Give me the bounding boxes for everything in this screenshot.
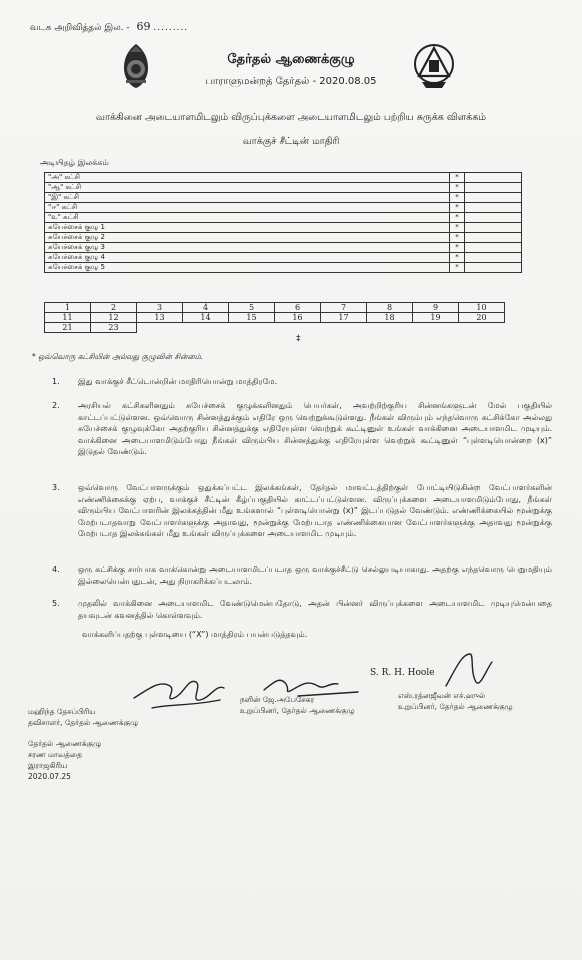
section-heading: வாக்கினை அடையாளமிடலும் விருப்புக்களை அடையாளமிடலும் பற்றிய சுருக்க விளக்கம்: [95, 112, 487, 123]
party-name: "உ" கட்சி: [45, 213, 450, 223]
vote-box: [465, 173, 522, 183]
party-name: சுயேச்சைக் குழு 4: [45, 253, 450, 263]
vote-box: [465, 253, 522, 263]
party-name: "இ" கட்சி: [45, 193, 450, 203]
table-row: [45, 313, 505, 323]
party-symbol-mark: *: [450, 253, 465, 263]
preference-number: 10: [459, 303, 505, 313]
counterfoil-label: அடியிதழ் இலக்கம்: [40, 158, 109, 167]
party-symbol-mark: *: [450, 173, 465, 183]
preference-number: 14: [183, 313, 229, 323]
instruction-item: [52, 564, 552, 587]
instruction-text: அரசியல் கட்சிகளினதும் சுயேச்சைக் குழுக்களினதும் பெயர்கள், அவற்றிற்குரிய சின்னங்களுடன் மேல் பகுதியில் காட்டப்பட்டுள்ளன. ஒவ்வொரு சின்னத்துக்கும் எதிரே ஒரு வெற்றுக்கூடுள்ளது. நீங்கள் விரும்பும் எந்தவொரு கட்சிக்கோ அல்லது சுயேச்சைக் குழுவுக்கோ அதற்குரிய சின்னத்துக்கு எதிரேயுள்ள வெற்றுக் கூட்டினுள் உங்கள் வாக்கினை அடையாளமிட முடியும். வாக்கினை அடையாளமிடும்போது நீங்கள் விரும்பிய சின்னத்துக்கு எதிரேயுள்ள வெற்றுக் கூட்டினுள் “புள்ளடியொன்றை (x)” இடுதல் வேண்டும்.: [78, 401, 552, 456]
table-row: [45, 223, 522, 233]
preference-number: 17: [321, 313, 367, 323]
signatory-name: நளின் ஜே.அபேசேகர: [240, 695, 315, 704]
instruction-item: [52, 376, 552, 388]
instruction-text: இது வாக்குச் சீட்டொன்றின் மாதிரியொன்று மாத்திரமே.: [78, 377, 278, 386]
party-symbol-mark: *: [450, 243, 465, 253]
party-name: "அ" கட்சி: [45, 173, 450, 183]
table-row: [45, 323, 505, 333]
instruction-item: [52, 482, 552, 540]
instruction-item: [52, 400, 552, 458]
table-row: [45, 253, 522, 263]
preference-number: 18: [367, 313, 413, 323]
section-subheading: வாக்குச் சீட்டின் மாதிரி: [242, 136, 340, 147]
party-symbol-mark: *: [450, 263, 465, 273]
preference-number: 9: [413, 303, 459, 313]
party-symbol-mark: *: [450, 183, 465, 193]
preference-number: 20: [459, 313, 505, 323]
vote-box: [465, 183, 522, 193]
preference-number: 2: [91, 303, 137, 313]
vote-box: [465, 243, 522, 253]
table-row: [45, 193, 522, 203]
preference-number: 6: [275, 303, 321, 313]
table-row: [45, 213, 522, 223]
table-row: [45, 173, 522, 183]
preference-number: 21: [45, 323, 91, 333]
preference-number: 7: [321, 303, 367, 313]
vote-box: [465, 263, 522, 273]
address-date: 2020.07.25: [28, 772, 71, 781]
vote-box: [465, 223, 522, 233]
preference-number-table: [44, 302, 505, 333]
preference-number: 4: [183, 303, 229, 313]
party-symbol-mark: *: [450, 233, 465, 243]
signature-member2-text: S. R. H. Hoole: [370, 668, 435, 678]
instruction-item: [52, 598, 552, 621]
signatory-title: உறுப்பினர், தேர்தல் ஆணைக்குழு: [398, 702, 513, 711]
instruction-number: 4.: [52, 565, 60, 574]
signatory-member-1: [240, 694, 355, 716]
party-symbol-mark: *: [450, 213, 465, 223]
instruction-number: 3.: [52, 483, 60, 492]
vote-box: [465, 193, 522, 203]
address-line: சரண மாவத்தை: [28, 750, 82, 759]
signatory-chairman: [28, 706, 138, 728]
party-symbol-mark: *: [450, 193, 465, 203]
notice-number: 69: [136, 20, 151, 33]
preference-number: 3: [137, 303, 183, 313]
ballot-party-table: [44, 172, 522, 273]
party-symbol-mark: *: [450, 223, 465, 233]
preference-number: 13: [137, 313, 183, 323]
notice-number-line: வடக அறிவித்தல் இல. - 69 .........: [30, 20, 189, 33]
signatory-name: எஸ்.ரத்னஜீவன் எச்.ஹுல்: [398, 691, 486, 700]
ballot-dagger-mark: ‡: [296, 334, 301, 344]
party-name: சுயேச்சைக் குழு 3: [45, 243, 450, 253]
table-row: [45, 233, 522, 243]
instruction-text: ஒவ்வொரு வேட்பாளருக்கும் ஒதுக்கப்பட்ட இலக்கங்கள், தேர்தல் மாவட்டத்திற்குள் போட்டியிடுகின்ற வேட்பாளர்களின் எண்ணிக்கைக்கு ஏற்ப, வாக்குச் சீட்டின் கீழ்ப்பகுதியில் காட்டப்பட்டுள்ளன. விருப்புக்களை அடையாளமிடும்போது, நீங்கள் விரும்பிய வேட்பாளரின் இலக்கத்தின் மீது உங்களால் “புள்ளடியொன்று (x)” இடப்படுதல் வேண்டும். எண்ணிக்கையில் மூன்றுக்கு மேற்படாதவாறு வேட்பாளர்களுக்கு அதாவது, மூன்றுக்கு மேற்படாத எண்ணிக்கையான வேட்பாளர்களுக்கு அதாவது மூன்றுக்கு மேற்படாத இலக்கங்கள் மீது உங்கள் விருப்புக்களை அடையாளமிட முடியும்.: [78, 483, 553, 538]
preference-number: 5: [229, 303, 275, 313]
closing-note: வாக்களிப்பதற்கு புள்ளடியை (“X”) மாத்திரம் பயன்படுத்தவும்.: [82, 630, 308, 639]
instruction-number: 1.: [52, 377, 60, 386]
vote-box: [465, 213, 522, 223]
preference-number: 12: [91, 313, 137, 323]
preference-number: 15: [229, 313, 275, 323]
party-symbol-mark: *: [450, 203, 465, 213]
table-row: [45, 183, 522, 193]
party-name: சுயேச்சைக் குழு 1: [45, 223, 450, 233]
party-name: சுயேச்சைக் குழு 5: [45, 263, 450, 273]
page-title: தேர்தல் ஆணைக்குழு: [227, 52, 355, 67]
preference-number: 11: [45, 313, 91, 323]
preference-number: 8: [367, 303, 413, 313]
table-row: [45, 263, 522, 273]
table-row: [45, 303, 505, 313]
preference-number: 23: [91, 323, 137, 333]
vote-box: [465, 203, 522, 213]
address-block: [28, 738, 101, 782]
address-line: தேர்தல் ஆணைக்குழு: [28, 739, 102, 748]
instruction-number: 2.: [52, 401, 60, 410]
party-name: சுயேச்சைக் குழு 2: [45, 233, 450, 243]
signatory-title: தவிசாளர், தேர்தல் ஆணைக்குழு: [28, 718, 139, 727]
signatory-name: மஹிந்த தேசப்பிரிய: [28, 707, 96, 716]
signatory-member-2: [398, 690, 513, 712]
instruction-text: முதலில் வாக்கினை அடையாளமிட வேண்டுமென்பதோடு, அதன் பின்னர் விருப்புக்களை அடையாளமிட முடியுமென்பதை தயவுடன் கவனத்தில் கொள்ளவும்.: [78, 599, 552, 620]
preference-number: 1: [45, 303, 91, 313]
notice-label: வடக அறிவித்தல் இல. -: [30, 23, 130, 33]
table-row: [45, 243, 522, 253]
signature-chairman-icon: [130, 668, 240, 716]
symbol-footnote: * ஒவ்வொரு கட்சியின் அல்லது குழுவின் சின்னம்.: [32, 352, 204, 361]
preference-number: 16: [275, 313, 321, 323]
page-subtitle: பாராளுமன்றத் தேர்தல் - 2020.08.05: [205, 76, 377, 87]
vote-box: [465, 233, 522, 243]
table-row: [45, 203, 522, 213]
signature-member2-flourish-icon: [440, 648, 500, 692]
signatory-title: உறுப்பினர், தேர்தல் ஆணைக்குழு: [240, 706, 355, 715]
party-name: "ஈ" கட்சி: [45, 203, 450, 213]
address-line: இராஜகிரிய: [28, 761, 68, 770]
instruction-text: ஒரு கட்சிக்கு சார்பாக வாக்கொன்று அடையாளமிடப்படாத ஒரு வாக்குச்சீட்டு செல்லுபடியாகாது. அதற்கு எந்தவொரு பெறுமதியும் இல்லையென்பதுடன், அது நிராகரிக்கப்படலாம்.: [78, 565, 552, 586]
preference-number: 19: [413, 313, 459, 323]
party-name: "ஆ" கட்சி: [45, 183, 450, 193]
instruction-number: 5.: [52, 599, 60, 608]
